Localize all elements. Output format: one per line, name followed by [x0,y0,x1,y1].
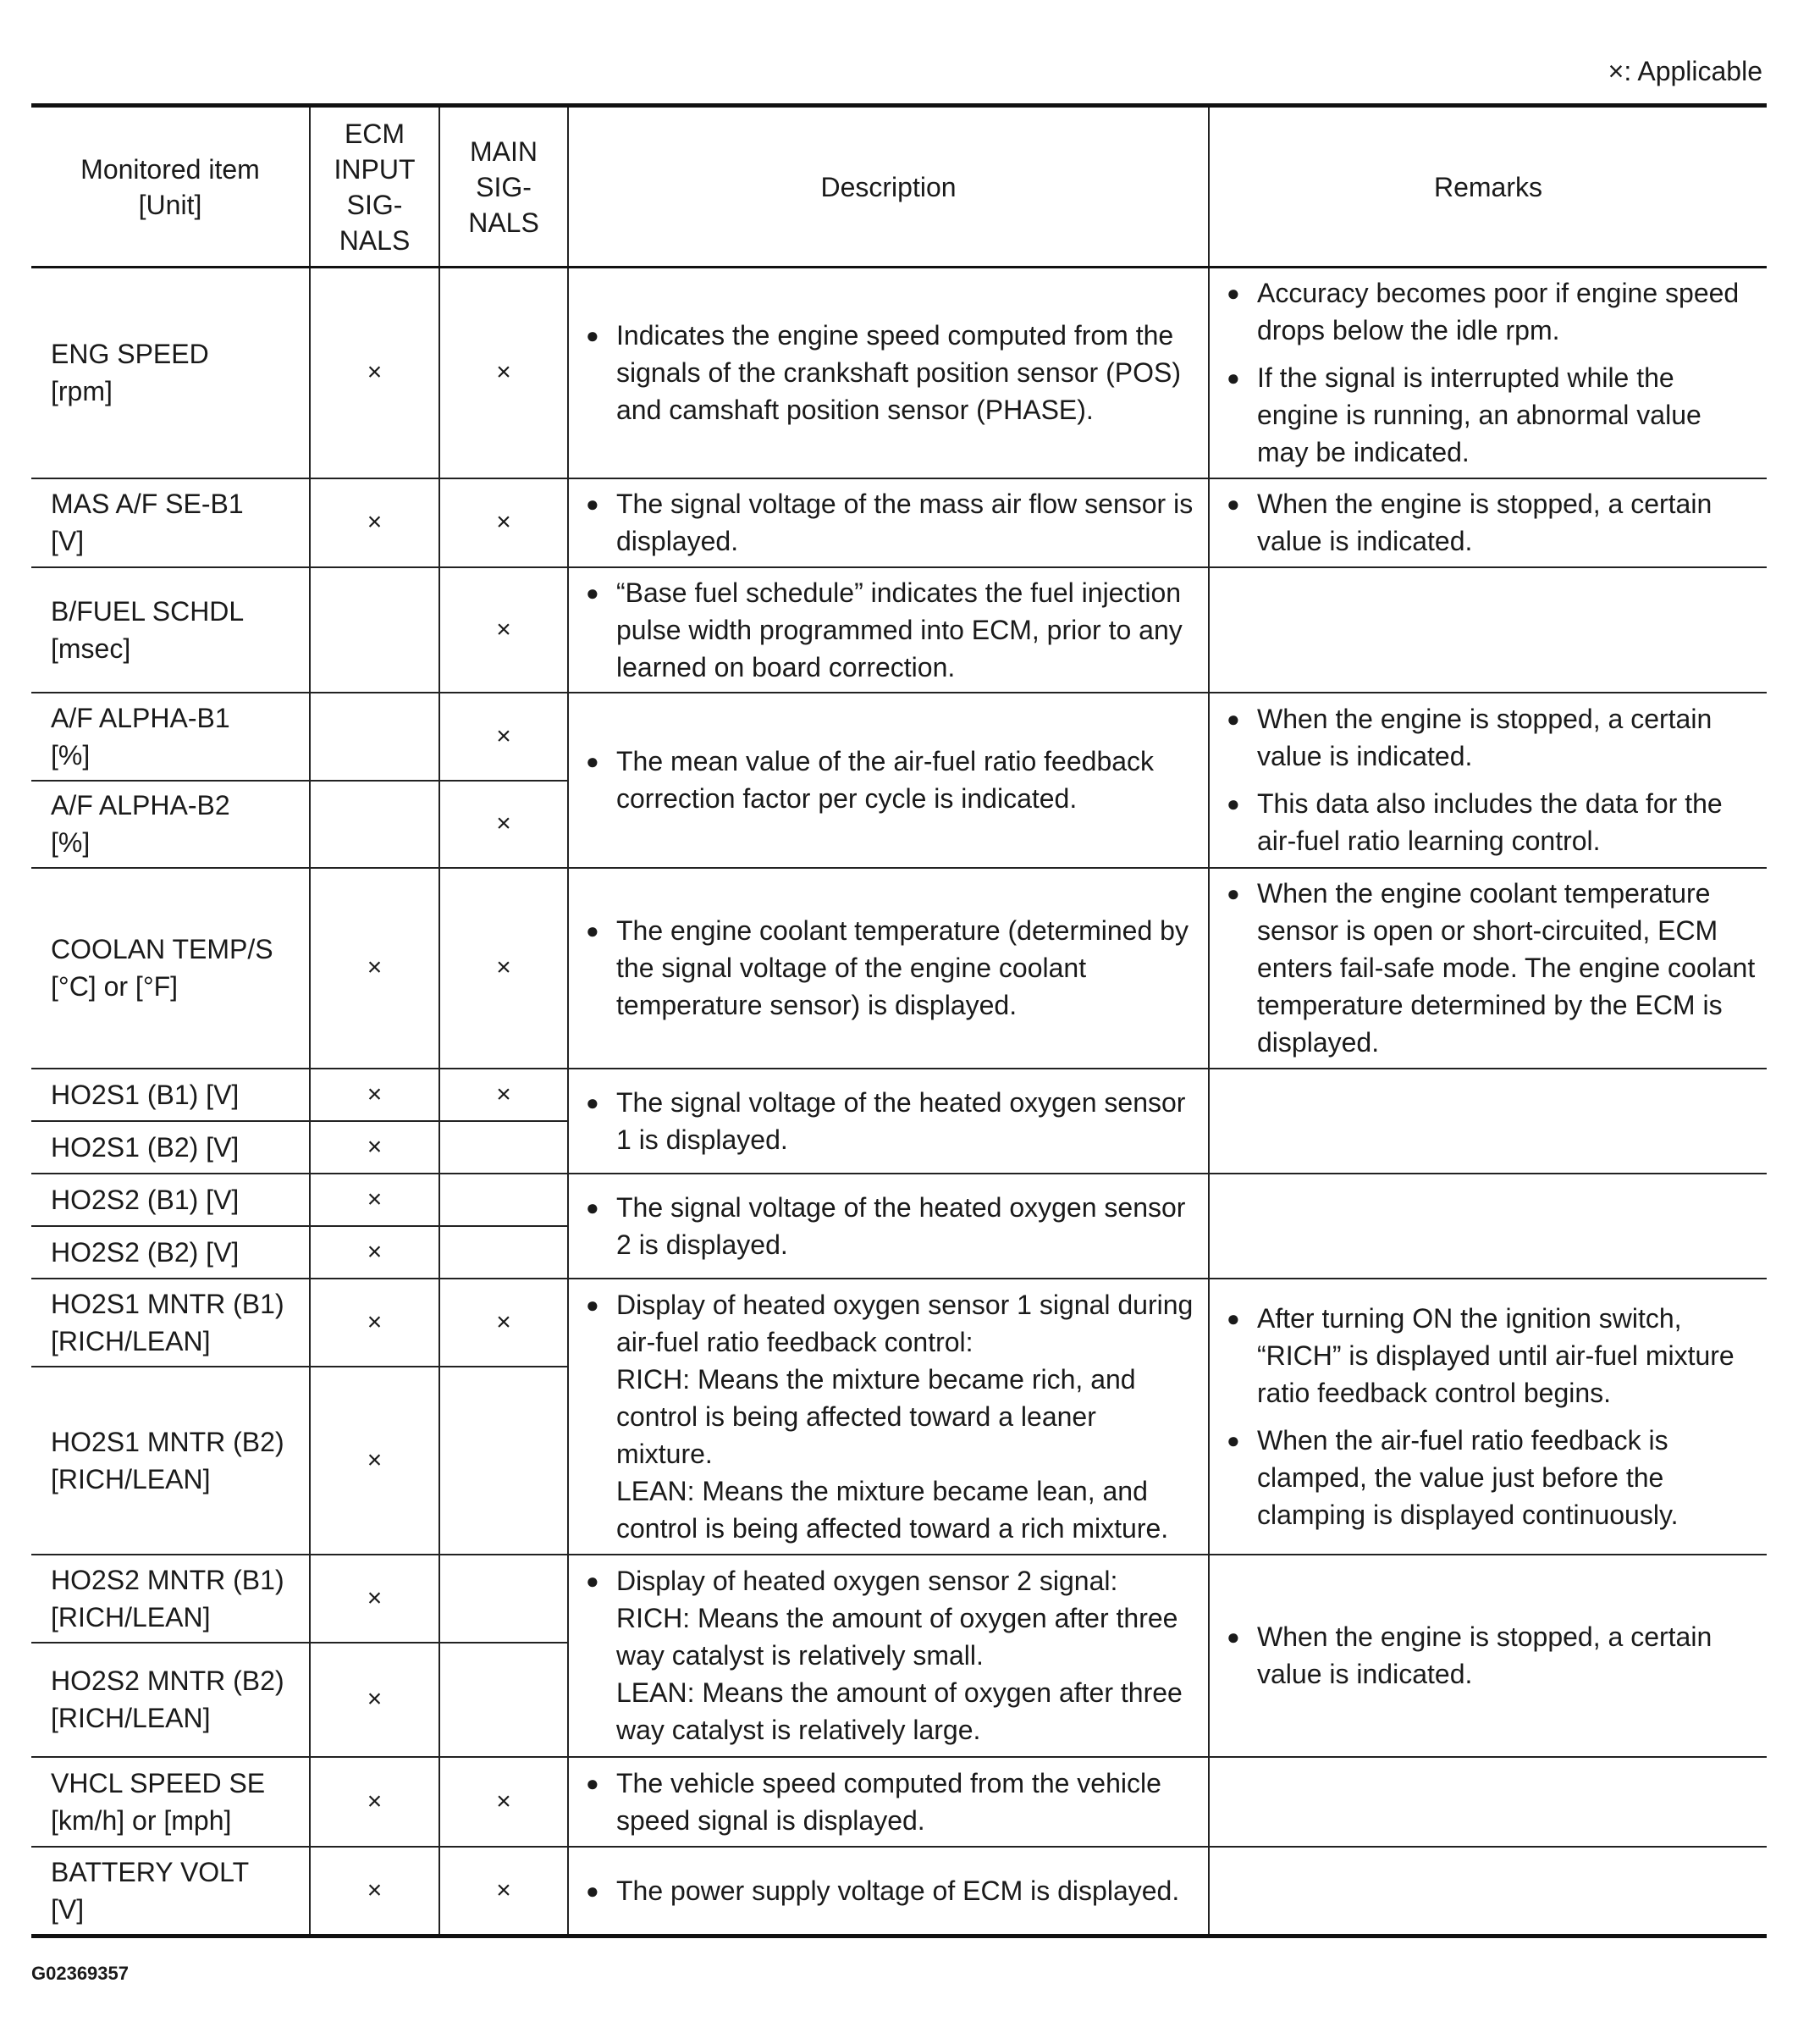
header-monitored-item: Monitored item [Unit] [31,106,310,268]
remark-af-alpha-2: ● This data also includes the data for the air-fuel ratio learning control. [1227,785,1758,859]
description-eng-speed: ● Indicates the engine speed computed from the signals of the crankshaft position sensor (POS) and camshaft position sensor (PHASE). [586,317,1200,428]
main-mark: × [439,1847,568,1936]
remark-eng-speed-2: ● If the signal is interrupted while the engine is running, an abnormal value may be indicated. [1227,359,1758,471]
table-row [31,1555,1767,1643]
table-row [31,1757,1767,1847]
ecm-mark: × [310,1279,439,1367]
remark-ho2s2-mntr: ● When the engine is stopped, a certain value is indicated. [1227,1618,1758,1693]
item-ho2s1-mntr-b2: HO2S1 MNTR (B2) [RICH/LEAN] [31,1367,310,1555]
main-mark: × [439,868,568,1069]
table-row [31,1279,1767,1367]
item-ho2s2-b1: HO2S2 (B1) [V] [31,1174,310,1226]
main-mark: × [439,268,568,478]
main-mark-empty [439,1174,568,1226]
item-af-alpha-b2: A/F ALPHA-B2 [%] [31,781,310,868]
data-monitor-table [31,103,1767,1938]
main-mark: × [439,1069,568,1121]
table-row [31,693,1767,781]
remark-af-alpha-1: ● When the engine is stopped, a certain value is indicated. [1227,700,1758,775]
table-row [31,268,1767,478]
item-ho2s2-b2: HO2S2 (B2) [V] [31,1226,310,1279]
table-row [31,567,1767,693]
main-mark: × [439,1279,568,1367]
remark-empty [1209,1174,1767,1279]
table-row [31,478,1767,567]
ecm-mark-empty [310,567,439,693]
item-eng-speed: ENG SPEED [rpm] [31,268,310,478]
item-ho2s2-mntr-b1: HO2S2 MNTR (B1) [RICH/LEAN] [31,1555,310,1643]
ecm-mark: × [310,478,439,567]
table-row [31,1069,1767,1121]
main-mark: × [439,1757,568,1847]
ecm-mark: × [310,268,439,478]
remark-empty [1209,567,1767,693]
main-mark-empty [439,1555,568,1643]
description-battery-volt: ● The power supply voltage of ECM is displayed. [586,1872,1200,1909]
ecm-mark: × [310,1226,439,1279]
table-row [31,868,1767,1069]
description-ho2s1-mntr: ● Display of heated oxygen sensor 1 signal during air-fuel ratio feedback control: RICH: Means the mixture became rich, and control is being affected toward a leaner mixture. LEAN: Means the mixture became lean, and control is being affected toward a rich mixture. [586,1286,1200,1547]
description-mas-af: ● The signal voltage of the mass air flow sensor is displayed. [586,485,1200,560]
description-coolant-temp: ● The engine coolant temperature (determined by the signal voltage of the engine coolant temperature sensor) is displayed. [586,912,1200,1024]
header-ecm-input-signals: ECM INPUT SIG- NALS [310,106,439,268]
figure-code: G02369357 [31,1963,129,1984]
main-mark-empty [439,1121,568,1174]
ecm-mark: × [310,1174,439,1226]
remark-ho2s1-mntr-2: ● When the air-fuel ratio feedback is clamped, the value just before the clamping is displayed continuously. [1227,1422,1758,1533]
ecm-mark: × [310,1555,439,1643]
table-row [31,1847,1767,1936]
description-vhcl-speed: ● The vehicle speed computed from the vehicle speed signal is displayed. [586,1765,1200,1839]
main-mark: × [439,478,568,567]
remark-empty [1209,1069,1767,1174]
item-ho2s1-b1: HO2S1 (B1) [V] [31,1069,310,1121]
item-bfuel-schdl: B/FUEL SCHDL [msec] [31,567,310,693]
item-battery-volt: BATTERY VOLT [V] [31,1847,310,1936]
item-coolant-temp: COOLAN TEMP/S [°C] or [°F] [31,868,310,1069]
applicable-legend: ×: Applicable [1608,56,1762,86]
item-mas-af: MAS A/F SE-B1 [V] [31,478,310,567]
header-main-signals: MAIN SIG- NALS [439,106,568,268]
ecm-mark: × [310,1643,439,1757]
main-mark-empty [439,1643,568,1757]
ecm-mark: × [310,1069,439,1121]
ecm-mark: × [310,1757,439,1847]
ecm-mark-empty [310,693,439,781]
header-row [31,106,1767,268]
item-ho2s1-b2: HO2S1 (B2) [V] [31,1121,310,1174]
ecm-mark: × [310,1367,439,1555]
header-description: Description [568,106,1209,268]
ecm-mark: × [310,1847,439,1936]
main-mark-empty [439,1226,568,1279]
item-vhcl-speed: VHCL SPEED SE [km/h] or [mph] [31,1757,310,1847]
description-bfuel-schdl: ● “Base fuel schedule” indicates the fuel injection pulse width programmed into ECM, prior to any learned on board correction. [586,574,1200,686]
description-ho2s2: ● The signal voltage of the heated oxygen sensor 2 is displayed. [586,1189,1200,1263]
description-ho2s1: ● The signal voltage of the heated oxygen sensor 1 is displayed. [586,1084,1200,1158]
main-mark: × [439,693,568,781]
item-af-alpha-b1: A/F ALPHA-B1 [%] [31,693,310,781]
ecm-mark: × [310,1121,439,1174]
item-ho2s2-mntr-b2: HO2S2 MNTR (B2) [RICH/LEAN] [31,1643,310,1757]
main-mark-empty [439,1367,568,1555]
ecm-mark-empty [310,781,439,868]
ecm-mark: × [310,868,439,1069]
remark-coolant-temp: ● When the engine coolant temperature sensor is open or short-circuited, ECM enters fail-safe mode. The engine coolant temperature determined by the ECM is displayed. [1227,875,1758,1061]
main-mark: × [439,781,568,868]
description-af-alpha: ● The mean value of the air-fuel ratio feedback correction factor per cycle is indicated. [586,743,1200,817]
main-mark: × [439,567,568,693]
remark-mas-af: ● When the engine is stopped, a certain value is indicated. [1227,485,1758,560]
description-ho2s2-mntr: ● Display of heated oxygen sensor 2 signal: RICH: Means the amount of oxygen after three way catalyst is relatively small. LEAN: Means the amount of oxygen after three way catalyst is relatively large. [586,1562,1200,1748]
remark-empty [1209,1757,1767,1847]
header-remarks: Remarks [1209,106,1767,268]
remark-eng-speed-1: ● Accuracy becomes poor if engine speed drops below the idle rpm. [1227,274,1758,349]
remark-ho2s1-mntr-1: ● After turning ON the ignition switch, “RICH” is displayed until air-fuel mixture ratio feedback control begins. [1227,1300,1758,1411]
item-ho2s1-mntr-b1: HO2S1 MNTR (B1) [RICH/LEAN] [31,1279,310,1367]
table-row [31,1174,1767,1226]
remark-empty [1209,1847,1767,1936]
